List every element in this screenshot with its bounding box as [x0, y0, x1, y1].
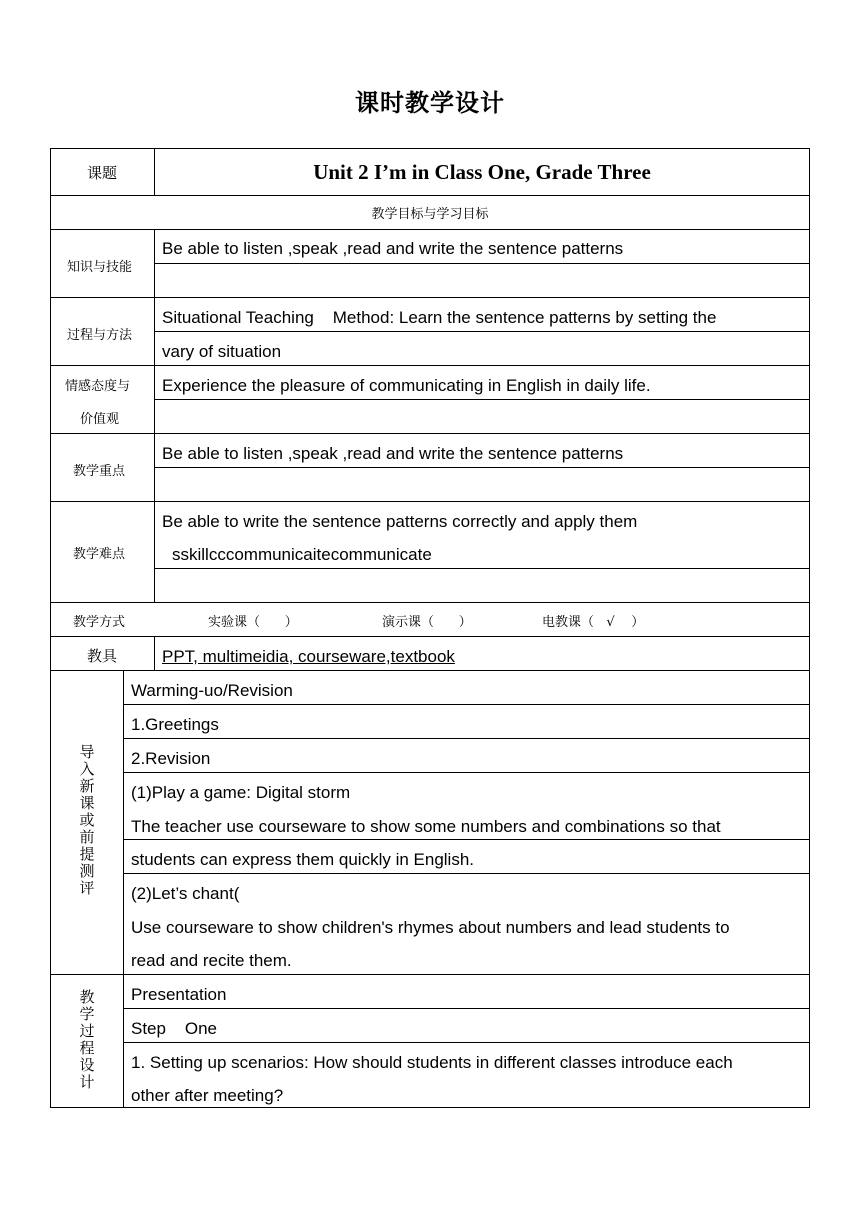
difficulties-text-line1: Be able to write the sentence patterns correctly and apply them [162, 512, 638, 531]
process-text-line1: Situational Teaching Method: Learn the sentence patterns by setting the [162, 308, 717, 327]
intro-row: Use courseware to show children's rhymes about numbers and lead students to [131, 918, 730, 937]
intro-row: (2)Let’s chant( [131, 884, 240, 903]
process-design-row: other after meeting? [131, 1086, 284, 1105]
intro-row: 2.Revision [131, 749, 211, 768]
key-points-text: Be able to listen ,speak ,read and write the sentence patterns [162, 444, 624, 463]
mode-option-demonstration: 演示课（ ） [382, 615, 472, 630]
intro-row: read and recite them. [131, 951, 292, 970]
process-design-row: Step One [131, 1019, 217, 1038]
process-design-row: Presentation [131, 985, 227, 1004]
difficulties-text-line2: sskillcccommunicaitecommunicate [172, 545, 432, 564]
intro-section-label: 导入新课或前提测评 [79, 743, 95, 897]
tools-label: 教具 [87, 647, 118, 665]
lesson-plan-table [50, 148, 810, 1108]
topic-label: 课题 [87, 164, 118, 182]
process-design-label: 教学过程设计 [79, 988, 95, 1091]
emotion-text: Experience the pleasure of communicating in English in daily life. [162, 376, 651, 395]
emotion-label-line2: 价值观 [80, 412, 120, 427]
intro-row: (1)Play a game: Digital storm [131, 783, 351, 802]
emotion-label-line1: 情感态度与 [65, 379, 131, 394]
process-label: 过程与方法 [67, 328, 133, 343]
intro-row: The teacher use courseware to show some numbers and combinations so that [131, 817, 721, 836]
process-design-row: 1. Setting up scenarios: How should students in different classes introduce each [131, 1053, 733, 1072]
objectives-header: 教学目标与学习目标 [371, 207, 489, 222]
knowledge-text: Be able to listen ,speak ,read and write the sentence patterns [162, 239, 624, 258]
tools-value: PPT, multimeidia, courseware,textbook [162, 647, 455, 666]
difficulties-label: 教学难点 [73, 547, 126, 562]
teaching-mode-label: 教学方式 [73, 615, 126, 630]
intro-row: Warming-uo/Revision [131, 681, 293, 700]
mode-option-experiment: 实验课（ ） [208, 615, 298, 630]
intro-row: 1.Greetings [131, 715, 219, 734]
topic-value: Unit 2 I’m in Class One, Grade Three [313, 160, 651, 184]
key-points-label: 教学重点 [73, 464, 126, 479]
knowledge-label: 知识与技能 [67, 260, 133, 275]
process-text-line2: vary of situation [162, 342, 282, 361]
page-title: 课时教学设计 [355, 89, 505, 117]
intro-row: students can express them quickly in English. [131, 850, 475, 869]
mode-option-multimedia: 电教课（ √ ） [542, 615, 645, 630]
